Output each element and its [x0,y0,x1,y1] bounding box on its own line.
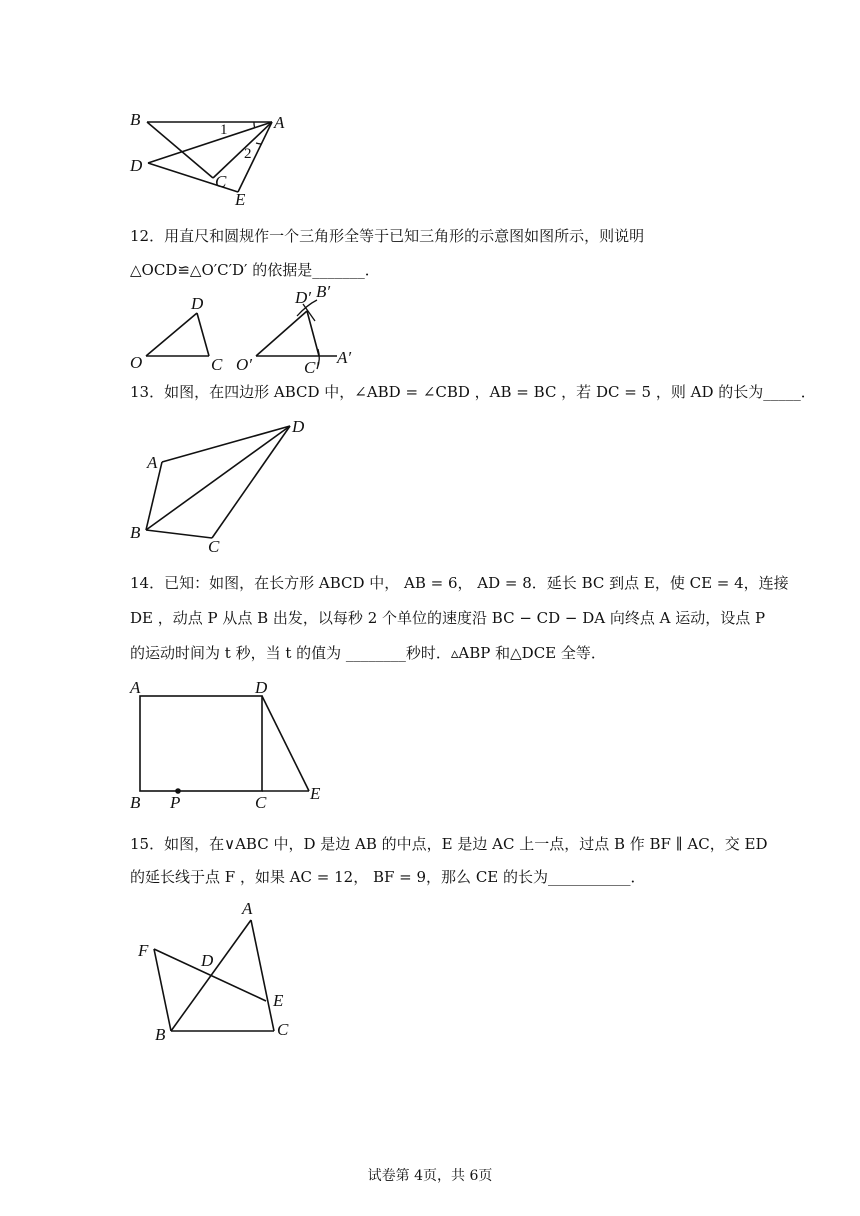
q14-figure [125,675,335,815]
q13-figure [125,410,325,560]
q15-figure [125,898,305,1048]
q12-label-C2: C′ [304,358,320,377]
q14-label-E: E [310,784,321,803]
q11-angle-2: 2 [244,146,252,162]
q14-label-B: B [130,793,141,812]
q15-label-B: B [155,1025,166,1044]
q14-label-P: P [170,793,181,812]
q15-text-line2: 的延长线于点 F ，如果 AC = 12， BF = 9，那么 CE 的长为___________． [130,868,646,886]
q11-figure [125,105,285,215]
q14-label-D: D [255,678,268,697]
q12-label-C: C [211,355,223,374]
q12-figure [125,283,365,378]
q13-label-A: A [147,453,158,472]
q15-label-A: A [242,899,253,918]
q11-label-D: D [130,156,143,175]
q15-label-C: C [277,1020,289,1039]
q13-label-C: C [208,537,220,556]
q12-label-A2: A′ [337,348,352,367]
q13-label-D: D [292,417,305,436]
q12-label-D: D [191,294,204,313]
q11-label-E: E [235,190,246,209]
q12-text-line2: △OCD≌△O′C′D′ 的依据是_______． [130,261,380,279]
q15-label-D: D [201,951,214,970]
q11-label-C: C [215,172,227,191]
q14-label-A: A [130,678,141,697]
q14-text-line1: 14．已知：如图，在长方形 ABCD 中， AB = 6， AD = 8．延长 BC 到点 E，使 CE = 4，连接 [130,574,789,592]
q12-label-D2: D′ [295,288,311,307]
page-footer: 试卷第 4页，共 6页 [367,1168,493,1184]
q11-label-B: B [130,110,141,129]
q13-text-line1: 13．如图，在四边形 ABCD 中，∠ABD = ∠CBD ，AB = BC ，若 DC = 5 ，则 AD 的长为_____． [130,383,816,401]
q12-label-O: O [130,353,143,372]
q12-text-line1: 12．用直尺和圆规作一个三角形全等于已知三角形的示意图如图所示，则说明 [130,227,645,245]
q11-label-A: A [274,113,285,132]
q14-label-C: C [255,793,267,812]
q11-angle-1: 1 [220,122,228,138]
q15-text-line1: 15．如图，在∨ABC 中，D 是边 AB 的中点，E 是边 AC 上一点，过点 B 作 BF ∥ AC，交 ED [130,835,768,853]
q13-label-B: B [130,523,141,542]
q15-label-E: E [273,991,284,1010]
q14-text-line2: DE ，动点 P 从点 B 出发，以每秒 2 个单位的速度沿 BC − CD − DA 向终点 A 运动，设点 P [130,609,766,627]
q15-label-F: F [138,941,149,960]
q14-text-line3: 的运动时间为 t 秒，当 t 的值为 ________秒时．▵ABP 和△DCE 全等． [130,644,606,662]
q12-label-B2: B′ [316,282,331,301]
q12-label-O2: O′ [236,355,252,374]
